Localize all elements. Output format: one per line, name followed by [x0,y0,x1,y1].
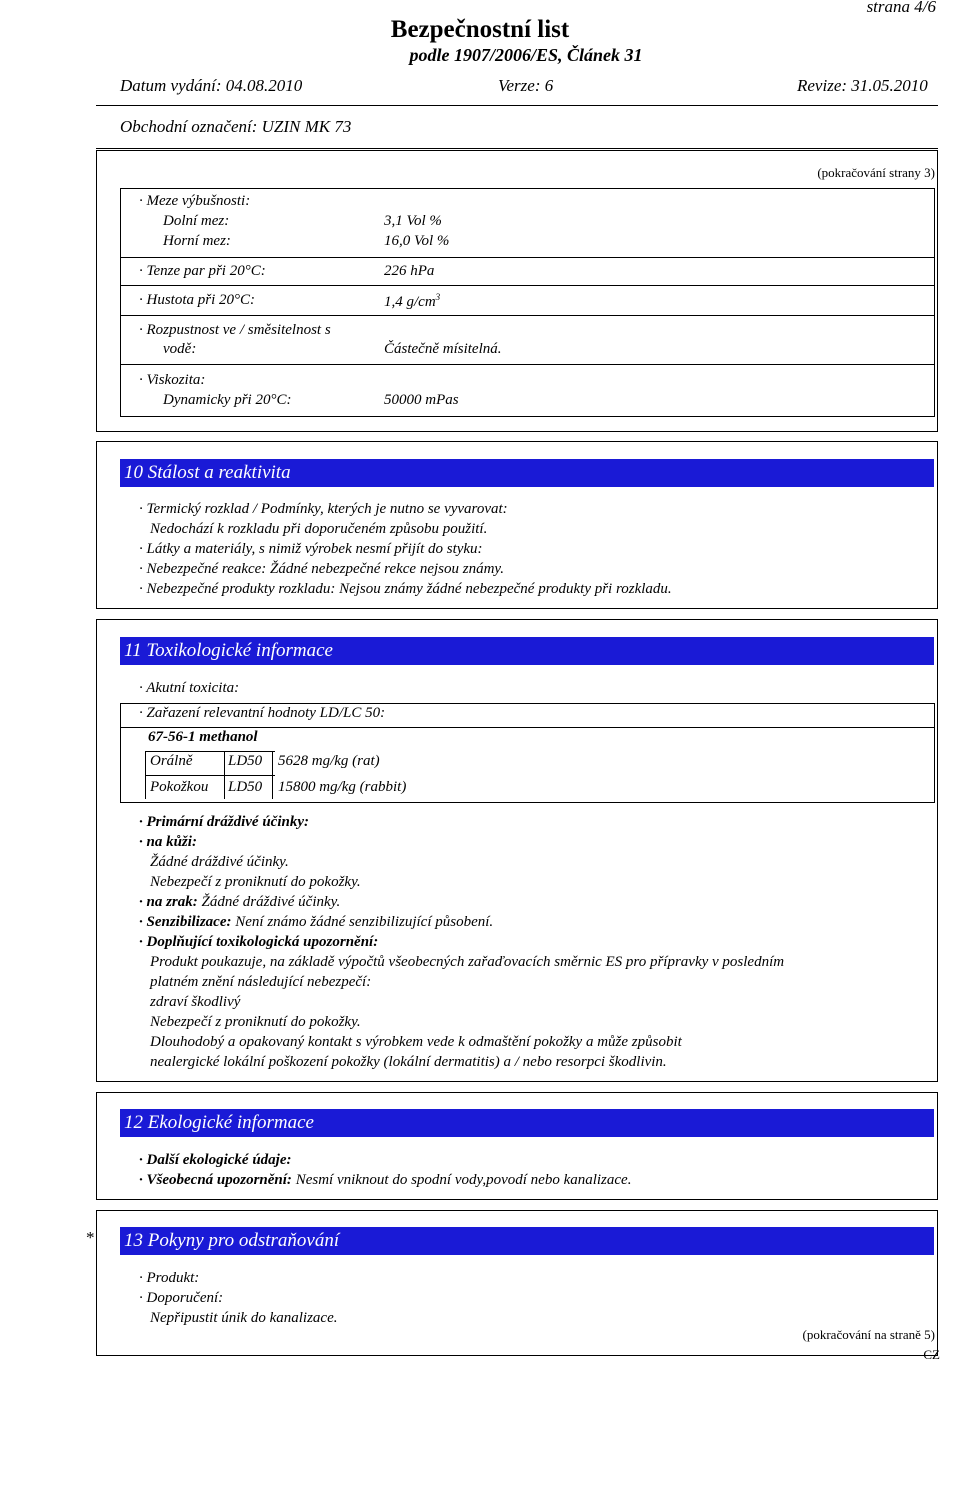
page-number: strana 4/6 [866,0,936,16]
header-divider [96,105,938,106]
section-10-title: 10 Stálost a reaktivita [120,459,934,487]
thermal-decomposition-label: · Termický rozklad / Podmínky, kterých je nutno se vyvarovat: [139,501,508,517]
trade-name: Obchodní označení: UZIN MK 73 [120,117,352,136]
ld50-type-oral: LD50 [228,753,263,769]
ld50-route-dermal: Pokožkou [150,779,209,795]
dynamic-viscosity-label: Dynamicky při 20°C: [163,392,292,408]
issue-date: Datum vydání: 04.08.2010 [120,76,303,95]
vapor-pressure-value: 226 hPa [384,263,435,279]
section-11-title: 11 Toxikologické informace [120,637,934,665]
additional-tox-line-4: Nebezpečí z proniknutí do pokožky. [150,1014,361,1030]
upper-limit-label: Horní mez: [163,233,231,249]
country-code: CZ [923,1347,940,1362]
dynamic-viscosity-value: 50000 mPas [384,392,459,408]
product-label: · Produkt: [139,1270,200,1286]
document-subtitle: podle 1907/2006/ES, Článek 31 [409,45,643,65]
general-notes: · Všeobecná upozornění: Nesmí vniknout do spodní vody,povodí nebo kanalizace. [139,1172,632,1188]
density-label: · Hustota při 20°C: [139,292,256,308]
solubility-label: · Rozpustnost ve / směsitelnost s [139,322,331,338]
sensitization: · Senzibilizace: Není známo žádné senzibilizující působení. [139,914,494,930]
additional-tox-line-6: nealergické lokální poškození pokožky (lokální dermatitis) a / nebo resorpci škodlivin. [150,1054,667,1070]
additional-tox-label: · Doplňující toxikologická upozornění: [139,934,379,950]
primary-irritant-label: · Primární dráždivé účinky: [139,814,310,830]
recommendation-text: Nepřipustit únik do kanalizace. [150,1310,338,1326]
ld50-value-oral: 5628 mg/kg (rat) [278,753,380,769]
eye-effects: · na zrak: Žádné dráždivé účinky. [139,894,341,910]
solubility-value: Částečně mísitelná. [384,341,502,357]
section-12-title: 12 Ekologické informace [120,1109,934,1137]
continued-from: (pokračování strany 3) [817,165,935,180]
ld50-route-oral: Orálně [150,753,193,769]
document-title: Bezpečnostní list [390,16,570,43]
vapor-pressure-label: · Tenze par při 20°C: [139,263,266,279]
incompatible-materials-label: · Látky a materiály, s nimiž výrobek nesmí přijít do styku: [139,541,483,557]
thermal-decomposition-text: Nedochází k rozkladu při doporučeném způsobu použití. [150,521,488,537]
ld-lc50-label: · Zařazení relevantní hodnoty LD/LC 50: [139,705,386,721]
substance-name: 67-56-1 methanol [148,729,258,745]
additional-tox-line-2: platném znění následující nebezpečí: [150,974,372,990]
viscosity-label: · Viskozita: [139,372,206,388]
upper-limit-value: 16,0 Vol % [384,233,450,249]
additional-tox-line-1: Produkt poukazuje, na základě výpočtů všeobecných zařaďovacích směrnic ES pro přípravky v posledním [150,954,785,970]
skin-text-2: Nebezpečí z proniknutí do pokožky. [150,874,361,890]
solubility-label-2: vodě: [163,341,197,357]
further-ecological-label: · Další ekologické údaje: [139,1152,292,1168]
revision: Revize: 31.05.2010 [797,76,928,95]
header-divider-2 [96,148,938,149]
additional-tox-line-5: Dlouhodobý a opakovaný kontakt s výrobkem vede k odmaštění pokožky a může způsobit [150,1034,682,1050]
skin-text-1: Žádné dráždivé účinky. [150,854,289,870]
density-value: 1,4 $g/cm^3$ [384,292,441,310]
change-marker: * [86,1228,95,1247]
section-13-title: 13 Pokyny pro odstraňování [120,1227,934,1255]
ld50-type-dermal: LD50 [228,779,263,795]
explosion-limits-label: · Meze výbušnosti: [139,193,251,209]
recommendation-label: · Doporučení: [139,1290,224,1306]
hazardous-decomposition: · Nebezpečné produkty rozkladu: Nejsou známy žádné nebezpečné produkty při rozkladu. [139,581,672,597]
continued-to: (pokračování na straně 5) [802,1327,935,1342]
lower-limit-value: 3,1 Vol % [384,213,442,229]
lower-limit-label: Dolní mez: [163,213,230,229]
additional-tox-line-3: zdraví škodlivý [150,994,241,1010]
acute-toxicity-label: · Akutní toxicita: [139,680,240,696]
hazardous-reactions: · Nebezpečné reakce: Žádné nebezpečné rekce nejsou známy. [139,561,504,577]
skin-label: · na kůži: [139,834,197,850]
ld50-value-dermal: 15800 mg/kg (rabbit) [278,779,407,795]
version: Verze: 6 [498,76,554,95]
